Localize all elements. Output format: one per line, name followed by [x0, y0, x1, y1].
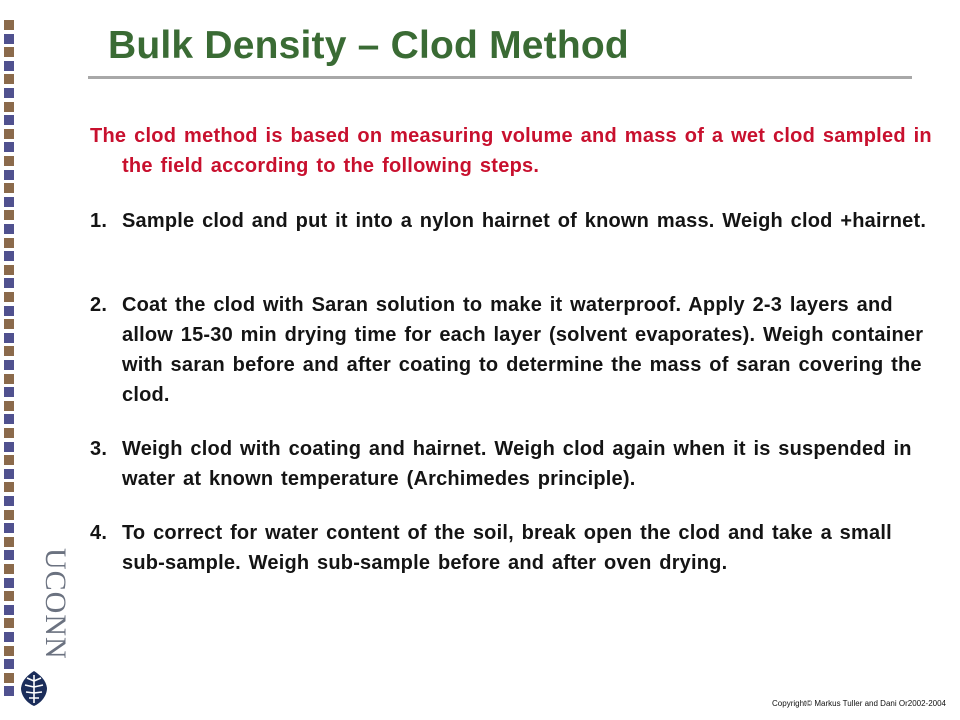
title-divider [88, 76, 912, 79]
decorative-square [4, 156, 14, 166]
decorative-square [4, 278, 14, 288]
decorative-square [4, 47, 14, 57]
step-item [90, 290, 928, 410]
decorative-square [4, 564, 14, 574]
step-item [90, 518, 928, 578]
decorative-square [4, 591, 14, 601]
decorative-square [4, 550, 14, 560]
decorative-square [4, 673, 14, 683]
decorative-square [4, 428, 14, 438]
decorative-square [4, 183, 14, 193]
decorative-square [4, 319, 14, 329]
step-item [90, 434, 928, 494]
step-item [90, 206, 928, 236]
intro-paragraph: The clod method is based on measuring volume and mass of a wet clod sampled in the field according to the following steps. [90, 125, 932, 177]
uconn-logo-text: UCONN [39, 548, 72, 660]
decorative-square [4, 686, 14, 696]
step-number: 3. [90, 438, 108, 460]
decorative-square [4, 360, 14, 370]
step-number: 1. [90, 210, 108, 232]
decorative-square [4, 578, 14, 588]
decorative-square [4, 210, 14, 220]
decorative-square [4, 238, 14, 248]
step-number: 4. [90, 522, 108, 544]
decorative-square [4, 306, 14, 316]
oak-leaf-icon [16, 668, 52, 708]
decorative-square [4, 88, 14, 98]
decorative-square [4, 387, 14, 397]
decorative-square [4, 618, 14, 628]
decorative-square [4, 605, 14, 615]
decorative-square [4, 197, 14, 207]
decorative-square [4, 523, 14, 533]
decorative-square [4, 401, 14, 411]
step-text: To correct for water content of the soil, break open the clod and take a small sub-sample. Weigh sub-sample before and after oven drying. [122, 522, 892, 574]
decorative-square [4, 224, 14, 234]
decorative-square [4, 61, 14, 71]
decorative-square [4, 115, 14, 125]
decorative-square [4, 102, 14, 112]
decorative-square [4, 442, 14, 452]
decorative-square [4, 646, 14, 656]
decorative-square [4, 292, 14, 302]
step-text: Coat the clod with Saran solution to make it waterproof. Apply 2-3 layers and allow 15-30 min drying time for each layer (solvent evaporates). Weigh container with saran before and after coating to determine the mass of saran covering the clod. [122, 294, 924, 406]
decorative-square [4, 20, 14, 30]
decorative-square [4, 170, 14, 180]
copyright-notice: Copyright© Markus Tuller and Dani Or2002-2004 [772, 699, 946, 708]
decorative-square [4, 469, 14, 479]
decorative-square [4, 455, 14, 465]
decorative-square [4, 374, 14, 384]
decorative-square [4, 333, 14, 343]
decorative-square [4, 129, 14, 139]
decorative-square [4, 496, 14, 506]
decorative-square [4, 251, 14, 261]
decorative-square [4, 142, 14, 152]
decorative-square [4, 537, 14, 547]
step-text: Weigh clod with coating and hairnet. Weigh clod again when it is suspended in water at known temperature (Archimedes principle). [122, 438, 912, 490]
decorative-square [4, 34, 14, 44]
decorative-square [4, 510, 14, 520]
decorative-square [4, 346, 14, 356]
decorative-square [4, 265, 14, 275]
slide-title: Bulk Density – Clod Method [108, 24, 629, 67]
decorative-square [4, 632, 14, 642]
decorative-square [4, 659, 14, 669]
decorative-square [4, 482, 14, 492]
decorative-square [4, 414, 14, 424]
step-text: Sample clod and put it into a nylon hairnet of known mass. Weigh clod +hairnet. [122, 210, 927, 232]
decorative-square [4, 74, 14, 84]
step-number: 2. [90, 294, 108, 316]
